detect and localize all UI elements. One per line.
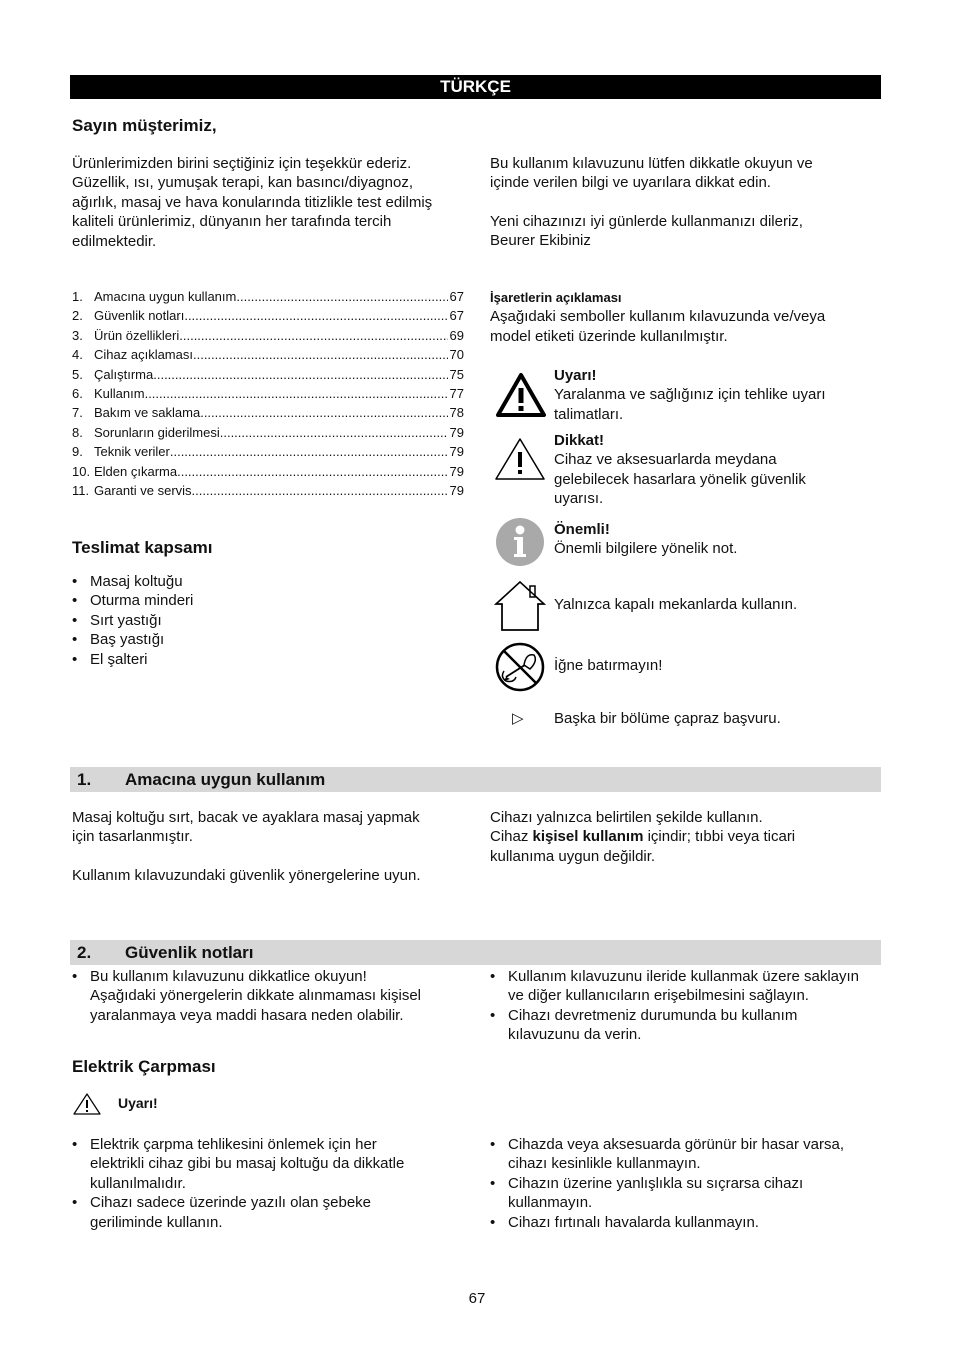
toc-item[interactable] (72, 405, 464, 424)
list-item-line: • Cihazı sadece üzerinde yazılı olan şebeke (90, 1194, 372, 1212)
list-item-line: elektrikli cihaz gibi bu masaj koltuğu da dikkatle (90, 1155, 405, 1173)
crossref-description: Başka bir bölüme çapraz başvuru. (554, 710, 781, 727)
toc-leader (184, 308, 447, 323)
toc-page: 67 (449, 289, 464, 304)
toc-item[interactable] (72, 308, 464, 327)
section-number: 1. (77, 770, 92, 789)
list-item (490, 1213, 890, 1232)
toc-title: Cihaz açıklaması (94, 347, 193, 363)
toc-item[interactable] (72, 386, 464, 405)
toc-leader (220, 425, 448, 440)
toc-page: 75 (449, 366, 464, 382)
intro-line: Yeni cihazınızı iyi günlerde kullanmanızı dileriz, (490, 212, 803, 230)
electric-list-right (490, 1135, 890, 1232)
intro-right (490, 154, 880, 251)
toc-leader (145, 386, 448, 401)
important-description (554, 520, 884, 559)
toc-item[interactable] (72, 367, 464, 386)
list-item-line: kullanmayın. (508, 1194, 593, 1212)
toc-number: 10. (72, 463, 91, 479)
list-item-line: kılavuzunu da verin. (508, 1026, 642, 1044)
toc-page: 79 (449, 463, 464, 479)
paragraph-line: kullanıma uygun değildir. (490, 847, 656, 865)
safety-list-right (490, 967, 890, 1045)
list-item (490, 967, 890, 1006)
list-item-line: • Cihazı fırtınalı havalarda kullanmayın. (508, 1213, 759, 1231)
crossref-arrow-icon: ▷ (512, 710, 524, 727)
toc-number: 9. (72, 444, 83, 460)
warning-title: Uyarı! (554, 367, 597, 384)
toc-item[interactable] (72, 444, 464, 463)
intro-line: Bu kullanım kılavuzunu lütfen dikkatle okuyun ve (490, 155, 813, 172)
toc-title: Kullanım (94, 385, 145, 401)
list-item: • Masaj koltuğu (72, 572, 452, 591)
toc-item[interactable] (72, 425, 464, 444)
list-item-line: geriliminde kullanın. (90, 1213, 223, 1231)
toc-leader (179, 328, 447, 343)
toc-number: 6. (72, 385, 83, 401)
section-title: Güvenlik notları (125, 943, 254, 962)
caution-line: Cihaz ve aksesuarlarda meydana (554, 451, 777, 469)
paragraph-line: Cihazı yalnızca belirtilen şekilde kullanın. (490, 809, 763, 826)
intro-left (72, 154, 472, 251)
toc-leader (170, 444, 448, 459)
list-item-line: • Cihazda veya aksesuarda görünür bir hasar varsa, (508, 1136, 845, 1153)
toc-number: 1. (72, 289, 83, 304)
paragraph-line: Kullanım kılavuzundaki güvenlik yönergelerine uyun. (72, 866, 421, 884)
indoor-house-icon (494, 580, 546, 632)
toc-leader (193, 347, 448, 362)
toc-page: 79 (449, 482, 464, 498)
symbols-heading: İşaretlerin açıklaması (490, 290, 622, 305)
list-item-line: ve diğer kullanıcıların erişebilmesini sağlayın. (508, 987, 809, 1005)
toc-item[interactable] (72, 328, 464, 347)
greeting-heading: Sayın müşterimiz, (72, 116, 217, 135)
table-of-contents (72, 289, 464, 502)
section-title: Amacına uygun kullanım (125, 770, 326, 789)
warning-small-icon (72, 1092, 102, 1116)
paragraph-line: için tasarlanmıştır. (72, 828, 193, 846)
caution-title: Dikkat! (554, 432, 605, 449)
caution-description (554, 431, 884, 509)
toc-number: 4. (72, 347, 83, 363)
warning-line: talimatları. (554, 405, 624, 423)
toc-title: Amacına uygun kullanım (94, 289, 237, 304)
intro-line: Güzellik, ısı, yumuşak terapi, kan basıncı/diyagnoz, (72, 174, 413, 192)
intro-line: ağırlık, masaj ve hava konularında titizlikle test edilmiş (72, 193, 433, 211)
toc-title: Sorunların giderilmesi (94, 424, 220, 440)
toc-title: Çalıştırma (94, 366, 154, 382)
list-item-line: yaralanmaya veya maddi hasara neden olabilir. (90, 1006, 404, 1024)
paragraph-line: Masaj koltuğu sırt, bacak ve ayaklara masaj yapmak (72, 809, 420, 826)
section-1-header (70, 767, 881, 792)
intro-line: kaliteli ürünlerimiz, dünyanın her tarafında tercih (72, 213, 392, 231)
toc-number: 2. (72, 308, 83, 324)
warning-description (554, 366, 884, 424)
toc-leader (153, 367, 447, 382)
list-item (72, 1193, 472, 1232)
toc-number: 5. (72, 366, 83, 382)
toc-page: 79 (449, 444, 464, 460)
list-item: • Sırt yastığı (72, 611, 452, 630)
electric-heading: Elektrik Çarpması (72, 1057, 216, 1076)
list-item (490, 1174, 890, 1213)
list-item: • El şalteri (72, 650, 452, 669)
toc-item[interactable] (72, 483, 464, 502)
toc-leader (192, 483, 448, 498)
toc-page: 77 (449, 385, 464, 401)
list-item (72, 1135, 472, 1193)
section-1-right (490, 808, 880, 866)
delivery-list (72, 572, 452, 669)
signature-line: Beurer Ekibiniz (490, 232, 591, 250)
toc-item[interactable] (72, 347, 464, 366)
toc-page: 69 (449, 327, 464, 343)
list-item (490, 1006, 890, 1045)
symbols-intro-line: model etiketi üzerinde kullanılmıştır. (490, 327, 728, 345)
list-item-line: • Elektrik çarpma tehlikesini önlemek için her (90, 1136, 377, 1153)
toc-item[interactable] (72, 289, 464, 308)
toc-title: Garanti ve servis (94, 482, 192, 498)
toc-page: 67 (449, 308, 464, 324)
text-run: Cihaz (490, 828, 533, 846)
toc-title: Ürün özellikleri (94, 327, 180, 343)
toc-number: 7. (72, 405, 83, 421)
warning-label: Uyarı! (118, 1095, 158, 1111)
important-title: Önemli! (554, 521, 610, 538)
toc-number: 3. (72, 327, 83, 343)
warning-icon (495, 372, 547, 418)
list-item-line: kullanılmalıdır. (90, 1174, 186, 1192)
toc-title: Elden çıkarma (94, 463, 178, 479)
section-1-left (72, 808, 472, 885)
caution-icon (493, 436, 547, 482)
toc-number: 11. (72, 482, 90, 498)
list-item-line: • Kullanım kılavuzunu ileride kullanmak üzere saklayın (508, 968, 860, 985)
list-item: • Baş yastığı (72, 630, 452, 649)
info-icon (495, 517, 545, 567)
text-run: içindir; tıbbi veya ticari (643, 828, 796, 846)
symbols-intro-line: Aşağıdaki semboller kullanım kılavuzunda ve/veya (490, 308, 826, 326)
toc-title: Güvenlik notları (94, 308, 185, 324)
list-item-line: Aşağıdaki yönergelerin dikkate alınmaması kişisel (90, 987, 421, 1005)
caution-line: gelebilecek hasarlara yönelik güvenlik (554, 470, 806, 488)
list-item-line: cihazı kesinlikle kullanmayın. (508, 1155, 701, 1173)
toc-page: 70 (449, 347, 464, 363)
toc-leader (200, 405, 447, 420)
language-header: TÜRKÇE (70, 75, 881, 99)
toc-item[interactable] (72, 464, 464, 483)
toc-leader (177, 464, 447, 479)
toc-page: 78 (449, 405, 464, 421)
caution-line: uyarısı. (554, 490, 604, 508)
list-item (72, 967, 472, 1025)
intro-line: Ürünlerimizden birini seçtiğiniz için teşekkür ederiz. (72, 155, 412, 172)
intro-line: edilmektedir. (72, 232, 157, 250)
important-line: Önemli bilgilere yönelik not. (554, 540, 738, 558)
safety-list-left (72, 967, 472, 1025)
toc-title: Teknik veriler (94, 444, 170, 460)
section-number: 2. (77, 943, 92, 962)
list-item: • Oturma minderi (72, 591, 452, 610)
toc-title: Bakım ve saklama (94, 405, 201, 421)
toc-page: 79 (449, 424, 464, 440)
list-item-line: • Bu kullanım kılavuzunu dikkatlice okuyun! (90, 968, 367, 985)
no-needle-description: İğne batırmayın! (554, 657, 663, 674)
list-item (490, 1135, 890, 1174)
indoor-description: Yalnızca kapalı mekanlarda kullanın. (554, 596, 798, 613)
toc-number: 8. (72, 424, 83, 440)
list-item-line: • Cihazın üzerine yanlışlıkla su sıçrarsa cihazı (508, 1174, 804, 1192)
no-needle-icon (494, 641, 546, 693)
list-item-line: • Cihazı devretmeniz durumunda bu kullanım (508, 1006, 798, 1024)
bold-text-run: kişisel kullanım (532, 828, 644, 846)
paragraph-line (490, 827, 880, 846)
electric-list-left (72, 1135, 472, 1232)
page-number: 67 (468, 1290, 486, 1307)
symbols-intro (490, 288, 880, 346)
warning-line: Yaralanma ve sağlığınız için tehlike uyarı (554, 386, 826, 404)
delivery-heading: Teslimat kapsamı (72, 538, 213, 557)
section-2-header (70, 940, 881, 965)
toc-leader (236, 289, 447, 304)
intro-line: içinde verilen bilgi ve uyarılara dikkat edin. (490, 174, 771, 192)
